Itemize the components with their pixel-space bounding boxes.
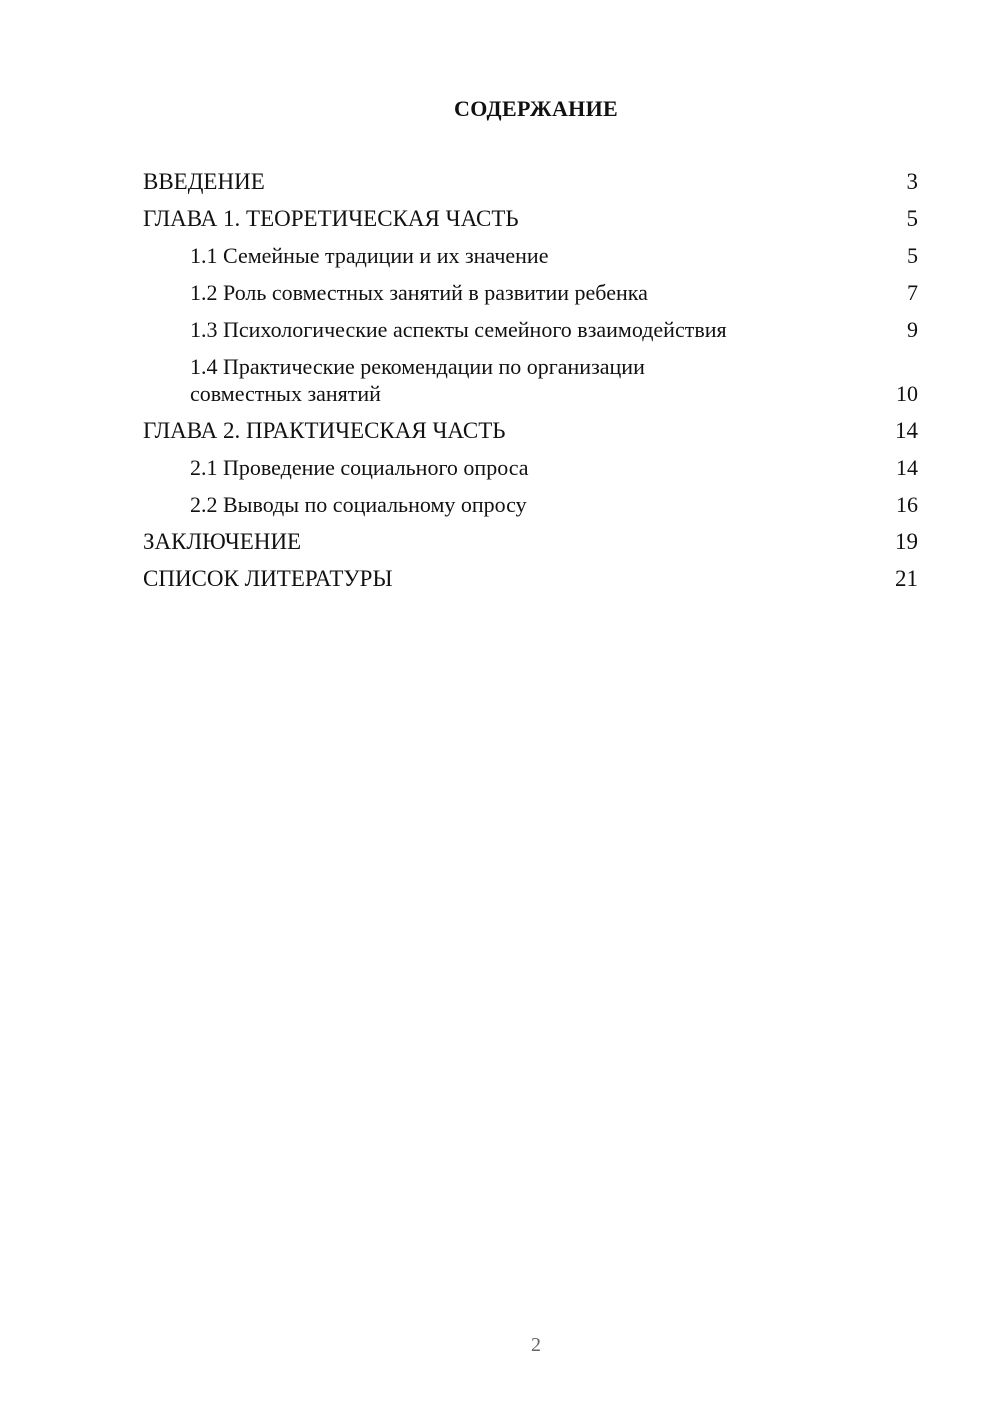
toc-entry-label: ГЛАВА 2. ПРАКТИЧЕСКАЯ ЧАСТЬ bbox=[143, 418, 506, 443]
toc-entry-label: 1.2 Роль совместных занятий в развитии ребенка bbox=[190, 280, 648, 305]
page-title: СОДЕРЖАНИЕ bbox=[454, 96, 618, 121]
toc-entry-page: 10 bbox=[896, 381, 918, 406]
toc-entry-label: 2.2 Выводы по социальному опросу bbox=[190, 492, 527, 517]
toc-entry-label: ВВЕДЕНИЕ bbox=[143, 169, 265, 194]
toc-entry-page: 14 bbox=[896, 455, 918, 480]
toc-entry-chapter-1[interactable] bbox=[143, 205, 918, 232]
page-number: 2 bbox=[531, 1334, 541, 1356]
toc-entry-page: 5 bbox=[907, 243, 918, 268]
toc-entry-section-1-3[interactable] bbox=[143, 316, 918, 343]
toc-entry-page: 3 bbox=[906, 169, 918, 194]
toc-entry-conclusion[interactable] bbox=[143, 528, 918, 555]
toc-entry-label: 1.1 Семейные традиции и их значение bbox=[190, 243, 549, 268]
toc-entry-section-2-1[interactable] bbox=[143, 454, 918, 481]
toc-entry-references[interactable] bbox=[143, 565, 918, 592]
toc-entry-page: 9 bbox=[907, 317, 918, 342]
toc-entry-introduction[interactable] bbox=[143, 168, 918, 195]
toc-entry-label: 2.1 Проведение социального опроса bbox=[190, 455, 529, 480]
toc-entry-page: 5 bbox=[906, 206, 918, 231]
table-of-contents bbox=[143, 168, 918, 602]
toc-entry-label: ЗАКЛЮЧЕНИЕ bbox=[143, 529, 302, 554]
toc-entry-chapter-2[interactable] bbox=[143, 417, 918, 444]
toc-entry-label: СПИСОК ЛИТЕРАТУРЫ bbox=[143, 566, 393, 591]
toc-entry-section-1-1[interactable] bbox=[143, 242, 918, 269]
toc-entry-page: 7 bbox=[907, 280, 918, 305]
toc-entry-page: 14 bbox=[895, 418, 918, 443]
toc-entry-page: 16 bbox=[896, 492, 918, 517]
toc-entry-label: 1.3 Психологические аспекты семейного взаимодействия bbox=[190, 317, 727, 342]
toc-entry-section-1-4[interactable] bbox=[143, 353, 918, 407]
toc-entry-label: 1.4 Практические рекомендации по организации совместных занятий bbox=[190, 354, 645, 406]
toc-entry-section-1-2[interactable] bbox=[143, 279, 918, 306]
toc-entry-page: 19 bbox=[895, 529, 918, 554]
toc-entry-section-2-2[interactable] bbox=[143, 491, 918, 518]
toc-entry-label: ГЛАВА 1. ТЕОРЕТИЧЕСКАЯ ЧАСТЬ bbox=[143, 206, 519, 231]
toc-entry-page: 21 bbox=[895, 566, 918, 591]
